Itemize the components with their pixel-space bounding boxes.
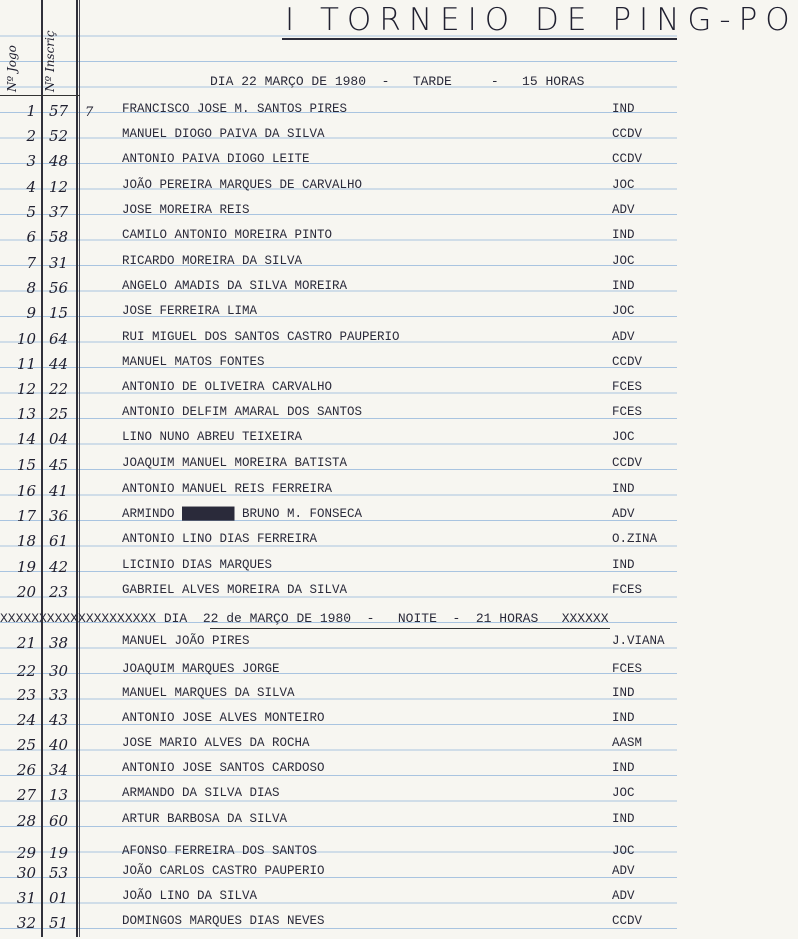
registration-number: 19: [49, 844, 69, 862]
registration-number: 42: [49, 558, 69, 576]
registration-number: 34: [49, 761, 69, 779]
game-number: 27: [16, 786, 36, 804]
game-number: 13: [16, 405, 36, 423]
table-row: [0, 203, 677, 228]
registration-number: 04: [49, 430, 69, 448]
club-code: IND: [612, 102, 635, 116]
table-row: [0, 279, 677, 304]
registration-number: 15: [49, 304, 69, 322]
player-name: ANTONIO JOSE SANTOS CARDOSO: [122, 761, 325, 775]
club-code: CCDV: [612, 127, 643, 141]
player-name: ARMINDO ███████ BRUNO M. FONSECA: [122, 507, 363, 521]
club-code: CCDV: [612, 355, 643, 369]
game-number: 30: [16, 864, 36, 882]
club-code: IND: [612, 711, 635, 725]
player-name: JOSE MOREIRA REIS: [122, 203, 250, 217]
table-row: [0, 558, 677, 583]
table-row: [0, 761, 677, 786]
game-number: 6: [26, 228, 36, 246]
table-row: [0, 102, 677, 127]
club-code: JOC: [612, 786, 635, 800]
player-name: FRANCISCO JOSE M. SANTOS PIRES: [122, 102, 348, 116]
game-number: 18: [16, 532, 36, 550]
table-row: [0, 430, 677, 455]
club-code: ADV: [612, 203, 635, 217]
game-number: 9: [26, 304, 36, 322]
table-row: [0, 507, 677, 532]
column-header-jogo: Nº Jogo: [5, 45, 19, 92]
player-name: JOAQUIM MARQUES JORGE: [122, 662, 280, 676]
registration-number: 01: [49, 889, 69, 907]
player-name: DOMINGOS MARQUES DIAS NEVES: [122, 914, 325, 928]
registration-number: 43: [49, 711, 69, 729]
player-name: RICARDO MOREIRA DA SILVA: [122, 254, 303, 268]
club-code: JOC: [612, 304, 635, 318]
table-row: [0, 152, 677, 177]
game-number: 8: [26, 279, 36, 297]
player-name: JOÃO PEREIRA MARQUES DE CARVALHO: [122, 178, 363, 192]
game-number: 1: [26, 102, 36, 120]
player-name: LICINIO DIAS MARQUES: [122, 558, 273, 572]
table-row: [0, 864, 677, 889]
game-number: 14: [16, 430, 36, 448]
club-code: CCDV: [612, 914, 643, 928]
game-number: 23: [16, 686, 36, 704]
registration-number: 57: [49, 102, 69, 120]
player-name: ANTONIO LINO DIAS FERREIRA: [122, 532, 318, 546]
club-code: IND: [612, 558, 635, 572]
table-row: [0, 889, 677, 914]
club-code: JOC: [612, 844, 635, 858]
player-name: ANTONIO DELFIM AMARAL DOS SANTOS: [122, 405, 363, 419]
game-number: 29: [16, 844, 36, 862]
club-code: IND: [612, 812, 635, 826]
table-row: [0, 711, 677, 736]
club-code: JOC: [612, 178, 635, 192]
table-row: [0, 583, 677, 608]
player-name: ARMANDO DA SILVA DIAS: [122, 786, 280, 800]
game-number: 21: [16, 634, 36, 652]
game-number: 10: [16, 330, 36, 348]
table-row: [0, 330, 677, 355]
game-number: 26: [16, 761, 36, 779]
registration-number: 56: [49, 279, 69, 297]
player-name: JOÃO CARLOS CASTRO PAUPERIO: [122, 864, 325, 878]
club-code: JOC: [612, 430, 635, 444]
game-number: 7: [26, 254, 36, 272]
player-name: ANTONIO JOSE ALVES MONTEIRO: [122, 711, 325, 725]
club-code: IND: [612, 761, 635, 775]
club-code: FCES: [612, 583, 643, 597]
club-code: IND: [612, 482, 635, 496]
player-name: MANUEL MATOS FONTES: [122, 355, 265, 369]
registration-number: 30: [49, 662, 69, 680]
table-row: [0, 254, 677, 279]
registration-number: 58: [49, 228, 69, 246]
registration-number: 37: [49, 203, 69, 221]
table-row: [0, 127, 677, 152]
registration-number: 12: [49, 178, 69, 196]
table-row: [0, 482, 677, 507]
club-code: JOC: [612, 254, 635, 268]
player-name: MANUEL DIOGO PAIVA DA SILVA: [122, 127, 325, 141]
column-header-inscricao: Nº Inscriç: [43, 30, 57, 92]
registration-number: 61: [49, 532, 69, 550]
club-code: CCDV: [612, 152, 643, 166]
registration-number: 23: [49, 583, 69, 601]
club-code: ADV: [612, 864, 635, 878]
table-row: [0, 228, 677, 253]
club-code: IND: [612, 228, 635, 242]
registration-number: 52: [49, 127, 69, 145]
header-rule: [0, 95, 80, 96]
club-code: J.VIANA: [612, 634, 665, 648]
player-name: AFONSO FERREIRA DOS SANTOS: [122, 844, 318, 858]
registration-number: 38: [49, 634, 69, 652]
game-number: 32: [16, 914, 36, 932]
registration-number: 25: [49, 405, 69, 423]
session-header-night: XXXXXXXXXXXXXXXXXXXX DIA 22 de MARÇO DE 1980 - NOITE - 21 HORAS XXXXXX: [0, 611, 609, 626]
player-name: CAMILO ANTONIO MOREIRA PINTO: [122, 228, 333, 242]
club-code: ADV: [612, 507, 635, 521]
player-name: ANTONIO PAIVA DIOGO LEITE: [122, 152, 310, 166]
game-number: 16: [16, 482, 36, 500]
club-code: O.ZINA: [612, 532, 658, 546]
table-row: [0, 914, 677, 939]
table-row: [0, 786, 677, 811]
game-number: 11: [16, 355, 36, 373]
registration-number: 22: [49, 380, 69, 398]
registration-number: 60: [49, 812, 69, 830]
player-name: ANTONIO DE OLIVEIRA CARVALHO: [122, 380, 333, 394]
game-number: 3: [26, 152, 36, 170]
club-code: ADV: [612, 330, 635, 344]
club-code: FCES: [612, 405, 643, 419]
game-number: 28: [16, 812, 36, 830]
registration-number: 41: [49, 482, 69, 500]
game-number: 19: [16, 558, 36, 576]
table-row: [0, 304, 677, 329]
table-row: [0, 405, 677, 430]
table-row: [0, 355, 677, 380]
registration-number: 36: [49, 507, 69, 525]
table-row: [0, 736, 677, 761]
page-title: I TORNEIO DE PING-PO: [285, 2, 798, 38]
game-number: 5: [26, 203, 36, 221]
player-name: GABRIEL ALVES MOREIRA DA SILVA: [122, 583, 348, 597]
player-name: ANTONIO MANUEL REIS FERREIRA: [122, 482, 333, 496]
club-code: IND: [612, 686, 635, 700]
registration-number: 40: [49, 736, 69, 754]
table-row: [0, 532, 677, 557]
game-number: 4: [26, 178, 36, 196]
club-code: ADV: [612, 889, 635, 903]
player-name: ARTUR BARBOSA DA SILVA: [122, 812, 288, 826]
registration-number: 51: [49, 914, 69, 932]
handwritten-mark: 7: [85, 105, 94, 120]
registration-number: 44: [49, 355, 69, 373]
table-row: [0, 634, 677, 659]
club-code: CCDV: [612, 456, 643, 470]
game-number: 20: [16, 583, 36, 601]
table-row: [0, 380, 677, 405]
table-row: [0, 812, 677, 837]
player-name: MANUEL MARQUES DA SILVA: [122, 686, 295, 700]
player-name: LINO NUNO ABREU TEIXEIRA: [122, 430, 303, 444]
player-name: JOSE FERREIRA LIMA: [122, 304, 258, 318]
table-row: [0, 178, 677, 203]
table-row: [0, 662, 677, 687]
player-name: ANGELO AMADIS DA SILVA MOREIRA: [122, 279, 348, 293]
club-code: AASM: [612, 736, 643, 750]
player-name: MANUEL JOÃO PIRES: [122, 634, 250, 648]
player-name: JOÃO LINO DA SILVA: [122, 889, 258, 903]
registration-number: 45: [49, 456, 69, 474]
game-number: 24: [16, 711, 36, 729]
registration-number: 31: [49, 254, 69, 272]
title-underline: [282, 38, 677, 40]
player-name: RUI MIGUEL DOS SANTOS CASTRO PAUPERIO: [122, 330, 400, 344]
game-number: 12: [16, 380, 36, 398]
table-row: [0, 456, 677, 481]
registration-number: 64: [49, 330, 69, 348]
registration-number: 33: [49, 686, 69, 704]
club-code: IND: [612, 279, 635, 293]
session-header-afternoon: DIA 22 MARÇO DE 1980 - TARDE - 15 HORAS: [210, 74, 585, 89]
player-name: JOSE MARIO ALVES DA ROCHA: [122, 736, 310, 750]
game-number: 17: [16, 507, 36, 525]
registration-number: 53: [49, 864, 69, 882]
game-number: 31: [16, 889, 36, 907]
game-number: 25: [16, 736, 36, 754]
registration-number: 48: [49, 152, 69, 170]
club-code: FCES: [612, 380, 643, 394]
registration-number: 13: [49, 786, 69, 804]
session-underline: [210, 628, 610, 629]
table-row: [0, 686, 677, 711]
game-number: 2: [26, 127, 36, 145]
player-name: JOAQUIM MANUEL MOREIRA BATISTA: [122, 456, 348, 470]
game-number: 22: [16, 662, 36, 680]
game-number: 15: [16, 456, 36, 474]
club-code: FCES: [612, 662, 643, 676]
